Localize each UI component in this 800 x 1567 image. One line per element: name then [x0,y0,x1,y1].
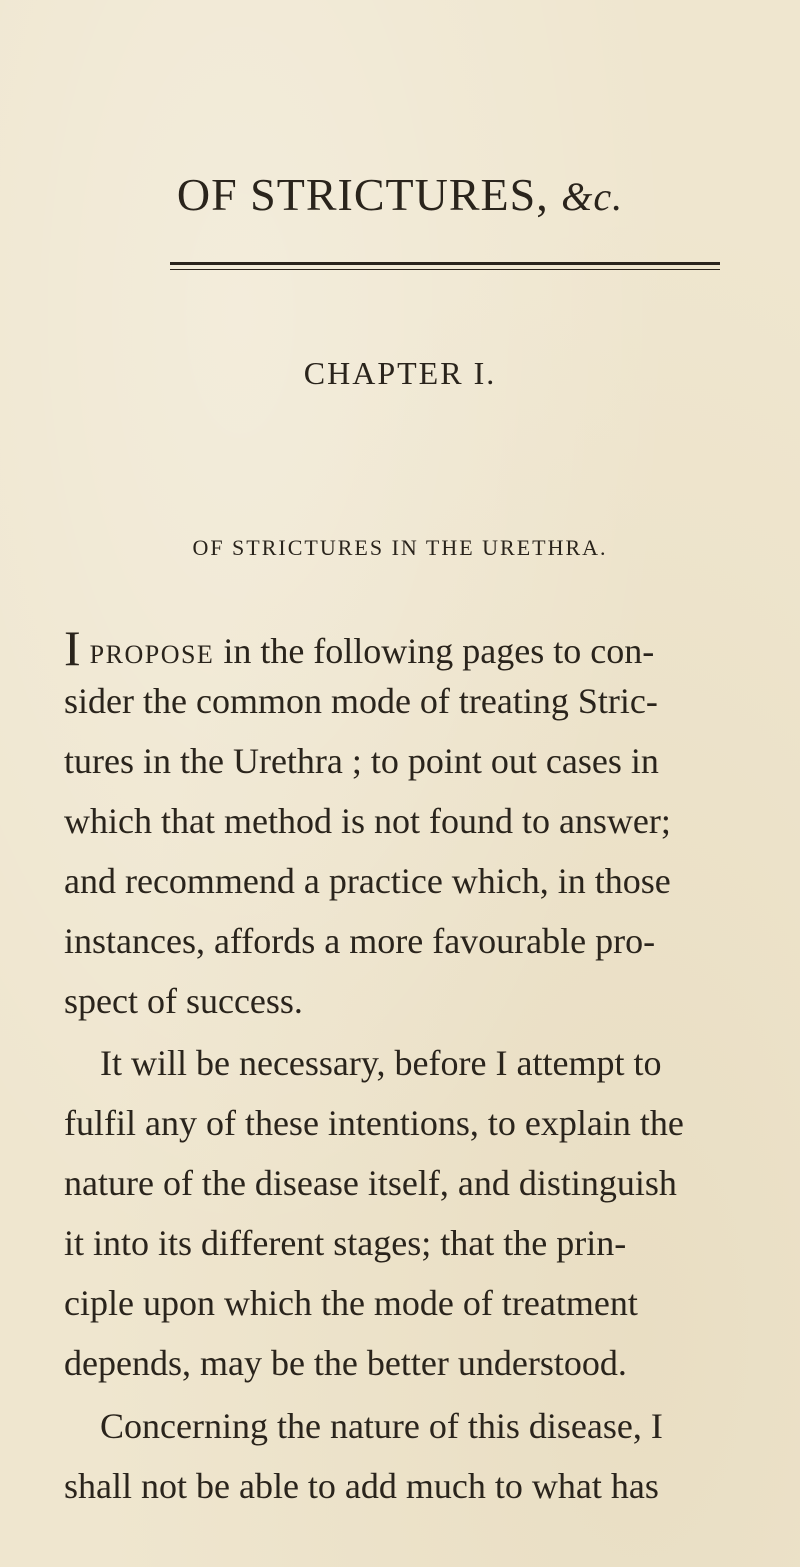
paragraph-1-line-1 [64,620,655,676]
paragraph-2-line: ciple upon which the mode of treatment [64,1283,638,1323]
paragraph-1-line: instances, affords a more favourable pro- [64,921,656,961]
running-title [0,168,800,221]
paragraph-2-line: it into its different stages; that the prin- [64,1223,627,1263]
section-title: OF STRICTURES IN THE URETHRA. [192,535,608,560]
paragraph-2-line: nature of the disease itself, and distinguish [64,1163,677,1203]
title-rule [170,262,720,270]
paragraph-1-line: tures in the Urethra ; to point out cases in [64,741,659,781]
paragraph-2-line: It will be necessary, before I attempt to [100,1043,662,1083]
paragraph-3-line: Concerning the nature of this disease, I [100,1406,663,1446]
paragraph-2-line: depends, may be the better understood. [64,1343,627,1383]
chapter-heading: CHAPTER I. [303,355,497,391]
first-line-text: in the following pages to con- [223,631,655,671]
paragraph-1-line: and recommend a practice which, in those [64,861,671,901]
small-caps-word: PROPOSE [89,640,215,669]
paragraph-1-line: spect of success. [64,981,303,1021]
paragraph-1-line: sider the common mode of treating Stric- [64,681,658,721]
running-title-etc: &c. [561,174,624,219]
paragraph-1-line: which that method is not found to answer; [64,801,671,841]
running-title-main: OF STRICTURES, [176,169,549,220]
paragraph-2-line: fulfil any of these intentions, to explain the [64,1103,684,1143]
paragraph-3-line: shall not be able to add much to what has [64,1466,659,1506]
drop-cap: I [64,620,81,676]
